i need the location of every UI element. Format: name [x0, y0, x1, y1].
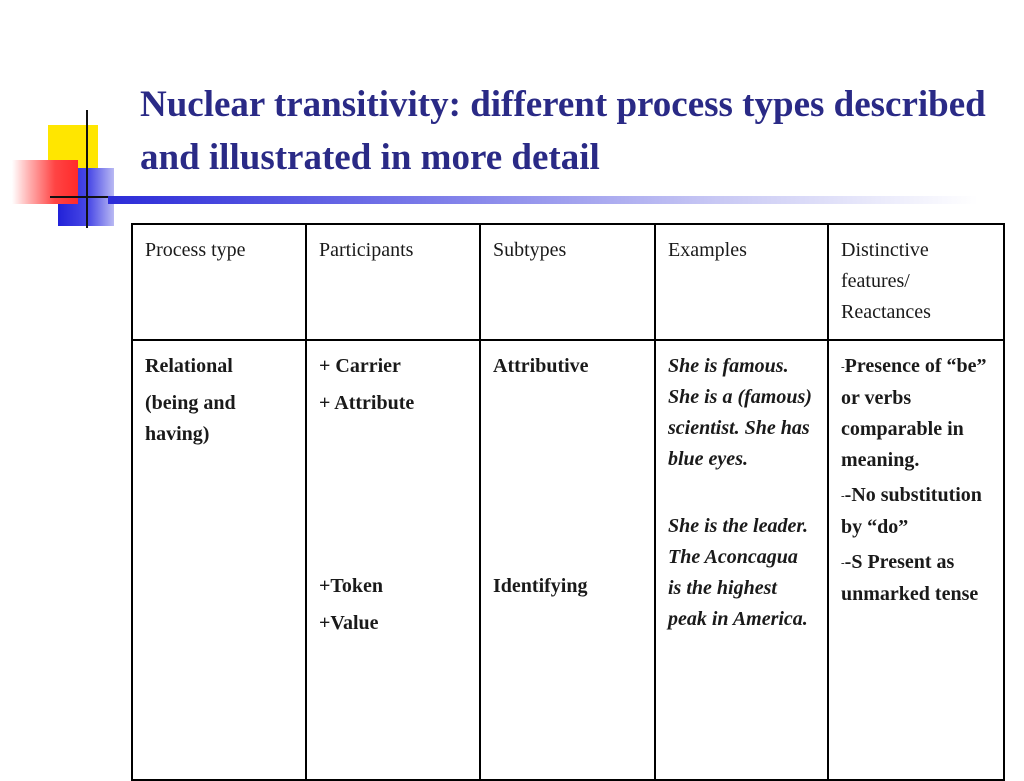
participant-attribute: + Attribute — [319, 392, 415, 414]
header-features-line-1: Distinctive — [841, 239, 929, 261]
header-distinctive-features — [828, 224, 1004, 340]
feature-item — [841, 480, 991, 543]
process-type-label: Relational — [145, 355, 233, 377]
cell-process-type — [132, 340, 306, 780]
process-type-note: (being and having) — [145, 392, 236, 445]
header-examples: Examples — [655, 224, 828, 340]
bullet-marker: - — [841, 556, 845, 569]
decor-vertical-line — [86, 110, 88, 228]
feature-text: -S Present as unmarked tense — [841, 550, 979, 605]
subtype-attributive: Attributive — [493, 355, 589, 377]
example-identifying: She is the leader. The Aconcagua is the highest peak in America. — [668, 515, 809, 630]
participant-carrier: + Carrier — [319, 355, 401, 377]
feature-item — [841, 547, 991, 610]
header-features-line-3: Reactances — [841, 301, 931, 323]
cell-distinctive-features — [828, 340, 1004, 780]
header-participants: Participants — [306, 224, 480, 340]
bullet-marker: - — [841, 360, 845, 373]
cell-participants — [306, 340, 480, 780]
cell-examples — [655, 340, 828, 780]
cell-subtypes — [480, 340, 655, 780]
title-underline-rule — [108, 196, 978, 204]
header-process-type: Process type — [132, 224, 306, 340]
participant-value: +Value — [319, 612, 379, 634]
header-subtypes: Subtypes — [480, 224, 655, 340]
feature-item — [841, 351, 991, 476]
slide-title: Nuclear transitivity: different process types described and illustrated in more detail — [140, 84, 986, 178]
table-row — [132, 340, 1004, 780]
bullet-marker: - — [841, 489, 845, 502]
feature-text: -No substitution by “do” — [841, 483, 982, 538]
example-attributive: She is famous. She is a (famous) scientist. She has blue eyes. — [668, 355, 812, 470]
subtype-identifying: Identifying — [493, 575, 588, 597]
participant-token: +Token — [319, 575, 384, 597]
header-features-line-2: features/ — [841, 270, 910, 292]
process-table — [131, 223, 1005, 781]
table-header-row — [132, 224, 1004, 340]
feature-text: Presence of “be” or verbs comparable in meaning. — [841, 355, 987, 471]
